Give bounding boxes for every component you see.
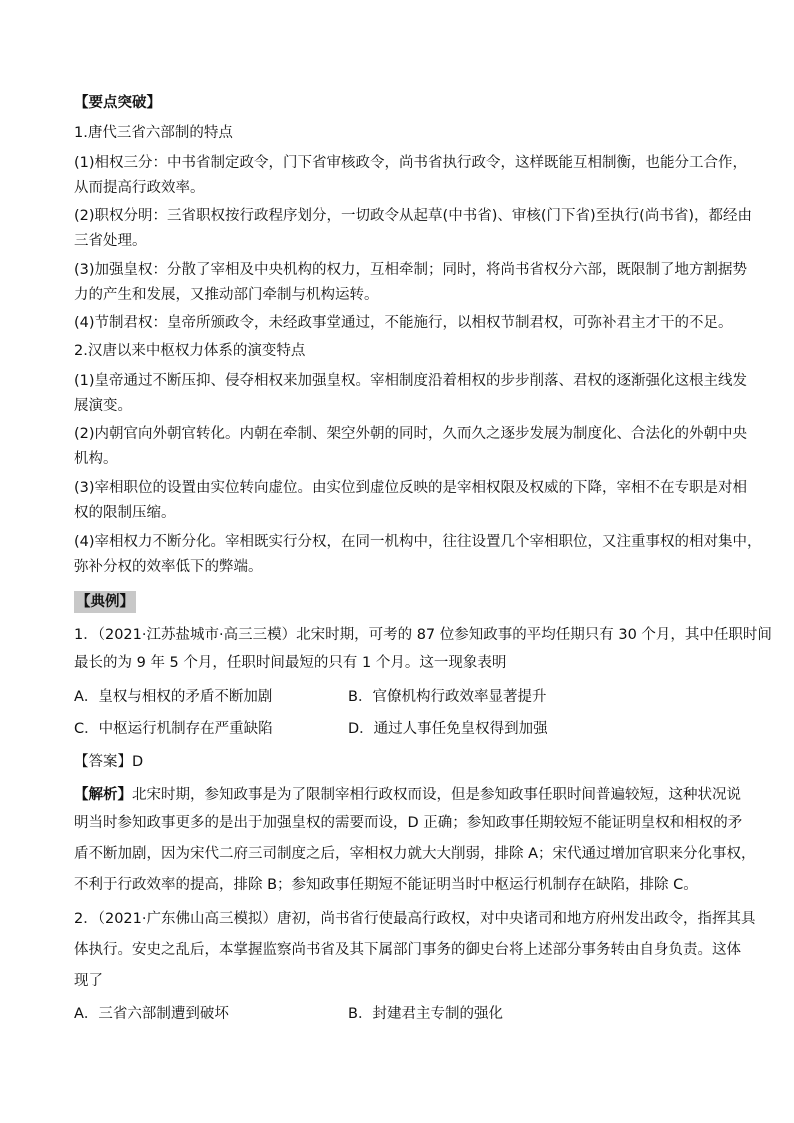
sec2-point-1-line-2: 展演变。	[74, 398, 132, 414]
q2-option-a: A．三省六部制遭到破坏	[74, 1006, 229, 1022]
section-2-title: 2.汉唐以来中枢权力体系的演变特点	[74, 343, 306, 359]
sec1-point-1-line-2: 从而提高行政效率。	[74, 180, 205, 196]
q1-analysis-line-4: 不利于行政效率的提高，排除 B；参知政事任期短不能证明当时中枢运行机制存在缺陷，排除 C。	[74, 877, 698, 893]
q1-analysis-line-1	[74, 784, 741, 806]
q1-option-b: B．官僚机构行政效率显著提升	[348, 689, 547, 705]
q2-stem-line-2: 体执行。安史之乱后，本掌握监察尚书省及其下属部门事务的御史台将上述部分事务转由自身负责。这体	[74, 942, 741, 958]
sec1-point-1-line-1: (1)相权三分：中书省制定政令，门下省审核政令，尚书省执行政令，这样既能互相制衡，也能分工合作，	[74, 155, 748, 171]
sec2-point-3-line-1: (3)宰相职位的设置由实位转向虚位。由实位到虚位反映的是宰相权限及权威的下降，宰相不在专职是对相	[74, 480, 748, 496]
sec1-point-2-line-2: 三省处理。	[74, 233, 147, 249]
q1-analysis-text-1: 北宋时期，参知政事是为了限制宰相行政权而设，但是参知政事任职时间普遍较短，这种状况说	[132, 787, 741, 803]
q1-answer: 【答案】D	[74, 754, 144, 770]
key-points-header: 【要点突破】	[74, 95, 161, 111]
sec2-point-4-line-1: (4)宰相权力不断分化。宰相既实行分权，在同一机构中，往往设置几个宰相职位，又注重事权的相对集中，	[74, 534, 762, 550]
q1-analysis-line-3: 盾不断加剧，因为宋代二府三司制度之后，宰相权力就大大削弱，排除 A；宋代通过增加官职来分化事权，	[74, 846, 756, 862]
q2-option-b: B．封建君主专制的强化	[348, 1006, 503, 1022]
sec2-point-3-line-2: 权的限制压缩。	[74, 505, 176, 521]
sec1-point-2-line-1: (2)职权分明：三省职权按行政程序划分，一切政令从起草(中书省)、审核(门下省)至执行(尚书省)，都经由	[74, 208, 752, 224]
sec1-point-4-line-1: (4)节制君权：皇帝所颁政令，未经政事堂通过，不能施行，以相权节制君权，可弥补君主才干的不足。	[74, 315, 733, 331]
sec2-point-2-line-1: (2)内朝官向外朝官转化。内朝在牵制、架空外朝的同时，久而久之逐步发展为制度化、合法化的外朝中央	[74, 426, 748, 442]
q1-stem-line-2: 最长的为 9 年 5 个月，任职时间最短的只有 1 个月。这一现象表明	[74, 655, 507, 671]
q1-stem-line-1: 1．（2021·江苏盐城市·高三三模）北宋时期，可考的 87 位参知政事的平均任期只有 30 个月，其中任职时间	[74, 627, 772, 643]
q2-stem-line-1: 2．（2021·广东佛山高三模拟）唐初，尚书省行使最高行政权，对中央诸司和地方府州发出政令，指挥其具	[74, 911, 756, 927]
q1-analysis-line-2: 明当时参知政事更多的是出于加强皇权的需要而设，D 正确；参知政事任期较短不能证明皇权和相权的矛	[74, 815, 743, 831]
examples-header-row	[74, 591, 136, 613]
examples-header: 【典例】	[74, 591, 136, 613]
q1-option-a: A．皇权与相权的矛盾不断加剧	[74, 689, 273, 705]
q1-option-c: C．中枢运行机制存在严重缺陷	[74, 721, 273, 737]
q1-analysis-label: 【解析】	[74, 787, 132, 803]
q2-stem-line-3: 现了	[74, 973, 103, 989]
q1-option-d: D．通过人事任免皇权得到加强	[348, 721, 548, 737]
sec2-point-2-line-2: 机构。	[74, 451, 118, 467]
sec2-point-4-line-2: 弥补分权的效率低下的弊端。	[74, 559, 263, 575]
sec2-point-1-line-1: (1)皇帝通过不断压抑、侵夺相权来加强皇权。宰相制度沿着相权的步步削落、君权的逐渐强化这根主线发	[74, 373, 748, 389]
section-1-title: 1.唐代三省六部制的特点	[74, 125, 233, 141]
sec1-point-3-line-1: (3)加强皇权：分散了宰相及中央机构的权力，互相牵制；同时，将尚书省权分六部，既限制了地方割据势	[74, 262, 748, 278]
sec1-point-3-line-2: 力的产生和发展，又推动部门牵制与机构运转。	[74, 287, 379, 303]
